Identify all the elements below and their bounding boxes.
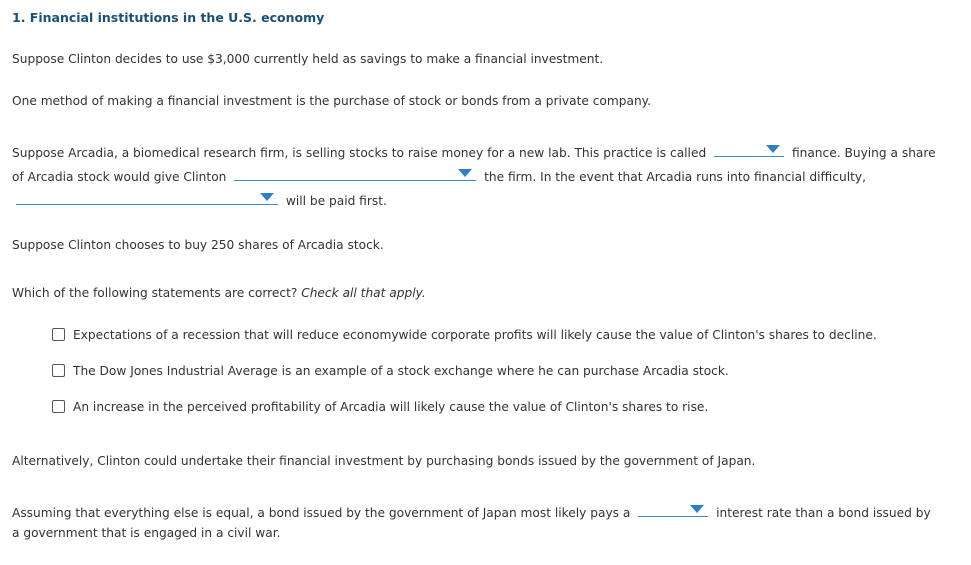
- ownership-dropdown[interactable]: [234, 165, 476, 181]
- intro-text-2: One method of making a financial investment is the purchase of stock or bonds from a private company.: [12, 94, 652, 108]
- checkbox-option-2[interactable]: [52, 364, 65, 377]
- p5-text-a: Assuming that everything else is equal, a bond issued by the government of Japan most likely pays a: [12, 506, 631, 520]
- paid-first-dropdown[interactable]: [16, 189, 278, 205]
- option-label-3: An increase in the perceived profitability of Arcadia will likely cause the value of Clinton's shares to rise.: [73, 400, 709, 414]
- p1-text-c: of Arcadia stock would give Clinton: [12, 170, 227, 184]
- p3-text-a: Which of the following statements are correct?: [12, 286, 298, 300]
- paragraph-5-line-2: a government that is engaged in a civil war.: [12, 526, 281, 540]
- option-label-1: Expectations of a recession that will reduce economywide corporate profits will likely cause the value of Clinton's shares to decline.: [73, 328, 877, 342]
- checkbox-option-3[interactable]: [52, 400, 65, 413]
- checkbox-option-1[interactable]: [52, 328, 65, 341]
- intro-text-1: Suppose Clinton decides to use $3,000 currently held as savings to make a financial investment.: [12, 52, 604, 66]
- dropdown-arrow-icon: [766, 145, 780, 153]
- question-title: 1. Financial institutions in the U.S. economy: [12, 10, 325, 25]
- option-row-3[interactable]: [52, 399, 708, 415]
- p1-text-d: the firm. In the event that Arcadia runs into financial difficulty,: [484, 170, 866, 184]
- paragraph-1-line-3: [12, 189, 387, 209]
- p3-instruction: Check all that apply.: [301, 286, 426, 300]
- p1-text-e: will be paid first.: [285, 194, 387, 208]
- finance-type-dropdown[interactable]: [714, 141, 784, 157]
- dropdown-arrow-icon: [260, 193, 274, 201]
- option-row-1[interactable]: [52, 327, 877, 343]
- p1-text-a: Suppose Arcadia, a biomedical research firm, is selling stocks to raise money for a new lab. This practice is called: [12, 146, 707, 160]
- paragraph-1-line-1: [12, 141, 936, 161]
- dropdown-arrow-icon: [690, 505, 704, 513]
- paragraph-5-line-1: [12, 501, 931, 521]
- p1-text-b: finance. Buying a share: [791, 146, 936, 160]
- p5-text-b: interest rate than a bond issued by: [716, 506, 931, 520]
- paragraph-4: Alternatively, Clinton could undertake their financial investment by purchasing bonds issued by the government of Japan.: [12, 454, 756, 468]
- paragraph-1-line-2: [12, 165, 866, 185]
- interest-rate-dropdown[interactable]: [638, 501, 708, 517]
- paragraph-2: Suppose Clinton chooses to buy 250 shares of Arcadia stock.: [12, 238, 384, 252]
- option-label-2: The Dow Jones Industrial Average is an example of a stock exchange where he can purchase Arcadia stock.: [73, 364, 729, 378]
- option-row-2[interactable]: [52, 363, 729, 379]
- paragraph-3: [12, 285, 426, 301]
- dropdown-arrow-icon: [458, 169, 472, 177]
